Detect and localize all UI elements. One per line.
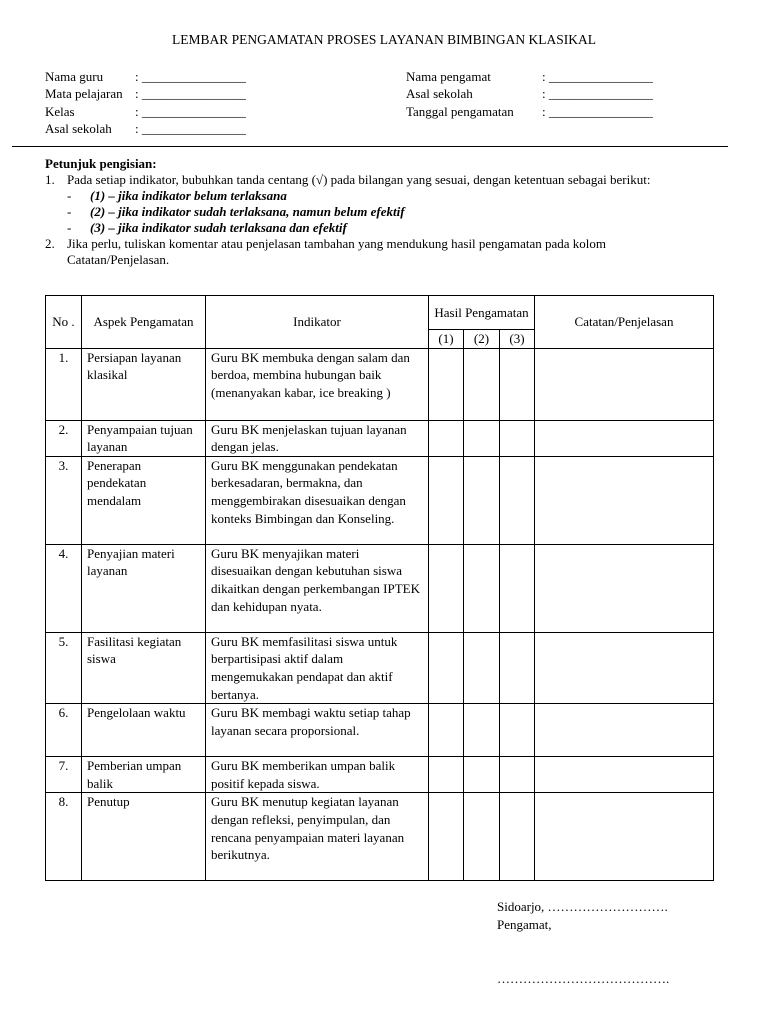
row-aspek: Penutup [82, 793, 206, 881]
row-indikator: Guru BK menutup kegiatan layanan dengan refleksi, penyimpulan, dan rencana penyampaian materi layanan berikutnya. [206, 793, 429, 881]
table-row [46, 348, 714, 420]
field-blank[interactable]: : ________________ [135, 121, 246, 137]
scale-text: (3) – jika indikator sudah terlaksana dan efektif [90, 220, 347, 235]
instruction-text: Pada setiap indikator, bubuhkan tanda centang (√) pada bilangan yang sesuai, dengan ketentuan sebagai berikut: [67, 172, 651, 187]
notes-cell[interactable] [535, 632, 714, 703]
field-label: Asal sekolah [45, 121, 112, 137]
table-row [46, 757, 714, 793]
check-cell-3[interactable] [500, 793, 535, 881]
check-cell-3[interactable] [500, 348, 535, 420]
row-number: 1. [46, 348, 82, 420]
row-number: 2. [46, 420, 82, 456]
row-number: 7. [46, 757, 82, 793]
instruction-item-1 [45, 172, 705, 188]
instructions-heading: Petunjuk pengisian: [45, 156, 157, 171]
table-row [46, 632, 714, 703]
item-number: 1. [45, 172, 55, 187]
check-cell-2[interactable] [464, 544, 500, 632]
table-row [46, 456, 714, 544]
check-cell-3[interactable] [500, 456, 535, 544]
identity-left [45, 68, 246, 138]
identity-row-asal-sekolah [45, 121, 246, 139]
check-cell-1[interactable] [429, 632, 464, 703]
check-cell-1[interactable] [429, 757, 464, 793]
table-row [46, 544, 714, 632]
scale-option-3 [45, 220, 705, 236]
notes-cell[interactable] [535, 348, 714, 420]
page-title: LEMBAR PENGAMATAN PROSES LAYANAN BIMBINGAN KLASIKAL [171, 32, 597, 47]
notes-cell[interactable] [535, 420, 714, 456]
row-indikator: Guru BK membuka dengan salam dan berdoa, membina hubungan baik (menanyakan kabar, ice breaking ) [206, 348, 429, 420]
instructions [45, 156, 705, 268]
row-aspek: Persiapan layanan klasikal [82, 348, 206, 420]
identity-row-nama-guru [45, 68, 246, 86]
row-indikator: Guru BK membagi waktu setiap tahap layanan secara proporsional. [206, 704, 429, 757]
check-cell-3[interactable] [500, 757, 535, 793]
field-blank[interactable]: : ________________ [542, 103, 653, 119]
row-number: 5. [46, 632, 82, 703]
signature-role: Pengamat, [497, 917, 552, 932]
row-indikator: Guru BK menggunakan pendekatan berkesadaran, bermakna, dan menggembirakan disesuaikan dengan konteks Bimbingan dan Konseling. [206, 456, 429, 544]
divider [12, 146, 728, 147]
signature-block [497, 898, 669, 988]
identity-row-nama-pengamat [406, 68, 653, 86]
notes-cell[interactable] [535, 544, 714, 632]
field-label: Nama guru [45, 68, 104, 84]
identity-row-mata-pelajaran [45, 86, 246, 104]
instruction-text: Jika perlu, tuliskan komentar atau penjelasan tambahan yang mendukung hasil pengamatan pada kolom Catatan/Penjelasan. [67, 236, 606, 267]
field-blank[interactable]: : ________________ [135, 103, 246, 119]
bullet-dash: - [67, 204, 72, 219]
notes-cell[interactable] [535, 793, 714, 881]
instruction-item-2 [45, 236, 705, 268]
row-indikator: Guru BK menyajikan materi disesuaikan dengan kebutuhan siswa dikaitkan dengan perkembangan IPTEK dan kehidupan nyata. [206, 544, 429, 632]
observation-table [45, 295, 714, 881]
notes-cell[interactable] [535, 757, 714, 793]
field-label: Mata pelajaran [45, 86, 123, 102]
header-scale-2: (2) [464, 330, 500, 349]
identity-row-kelas [45, 103, 246, 121]
check-cell-3[interactable] [500, 544, 535, 632]
table-row [46, 704, 714, 757]
check-cell-2[interactable] [464, 757, 500, 793]
row-number: 4. [46, 544, 82, 632]
check-cell-1[interactable] [429, 420, 464, 456]
header-scale-3: (3) [500, 330, 535, 349]
check-cell-3[interactable] [500, 420, 535, 456]
field-label: Tanggal pengamatan [406, 103, 514, 119]
signature-place-date: Sidoarjo, ………………………. [497, 899, 668, 914]
header-catatan: Catatan/Penjelasan [535, 296, 714, 349]
notes-cell[interactable] [535, 456, 714, 544]
table-row [46, 420, 714, 456]
identity-row-asal-sekolah-pengamat [406, 86, 653, 104]
identity-row-tanggal [406, 103, 653, 121]
check-cell-3[interactable] [500, 704, 535, 757]
row-number: 8. [46, 793, 82, 881]
scale-text: (1) – jika indikator belum terlaksana [90, 188, 287, 203]
row-indikator: Guru BK memfasilitasi siswa untuk berpartisipasi aktif dalam mengemukakan pendapat dan aktif bertanya. [206, 632, 429, 703]
identity-right [406, 68, 653, 121]
check-cell-1[interactable] [429, 456, 464, 544]
scale-option-2 [45, 204, 705, 220]
scale-text: (2) – jika indikator sudah terlaksana, namun belum efektif [90, 204, 405, 219]
row-number: 6. [46, 704, 82, 757]
header-aspek: Aspek Pengamatan [82, 296, 206, 349]
header-no: No . [46, 296, 82, 349]
check-cell-1[interactable] [429, 544, 464, 632]
scale-option-1 [45, 188, 705, 204]
bullet-dash: - [67, 188, 72, 203]
row-indikator: Guru BK menjelaskan tujuan layanan dengan jelas. [206, 420, 429, 456]
field-label: Kelas [45, 103, 75, 119]
field-blank[interactable]: : ________________ [135, 86, 246, 102]
check-cell-2[interactable] [464, 632, 500, 703]
check-cell-1[interactable] [429, 704, 464, 757]
field-label: Nama pengamat [406, 68, 491, 84]
field-label: Asal sekolah [406, 86, 473, 102]
notes-cell[interactable] [535, 704, 714, 757]
check-cell-2[interactable] [464, 704, 500, 757]
row-aspek: Pemberian umpan balik [82, 757, 206, 793]
check-cell-3[interactable] [500, 632, 535, 703]
row-aspek: Pengelolaan waktu [82, 704, 206, 757]
header-scale-1: (1) [429, 330, 464, 349]
field-blank[interactable]: : ________________ [542, 68, 653, 84]
check-cell-1[interactable] [429, 348, 464, 420]
row-number: 3. [46, 456, 82, 544]
item-number: 2. [45, 236, 55, 251]
field-blank[interactable]: : ________________ [135, 68, 246, 84]
field-blank[interactable]: : ________________ [542, 86, 653, 102]
check-cell-1[interactable] [429, 793, 464, 881]
check-cell-2[interactable] [464, 456, 500, 544]
row-aspek: Penyampaian tujuan layanan [82, 420, 206, 456]
check-cell-2[interactable] [464, 793, 500, 881]
row-indikator: Guru BK memberikan umpan balik positif kepada siswa. [206, 757, 429, 793]
bullet-dash: - [67, 220, 72, 235]
row-aspek: Penerapan pendekatan mendalam [82, 456, 206, 544]
table-row [46, 793, 714, 881]
check-cell-2[interactable] [464, 420, 500, 456]
header-indikator: Indikator [206, 296, 429, 349]
row-aspek: Fasilitasi kegiatan siswa [82, 632, 206, 703]
header-hasil: Hasil Pengamatan [429, 296, 535, 330]
signature-line[interactable]: …………………………………. [497, 971, 670, 986]
row-aspek: Penyajian materi layanan [82, 544, 206, 632]
check-cell-2[interactable] [464, 348, 500, 420]
